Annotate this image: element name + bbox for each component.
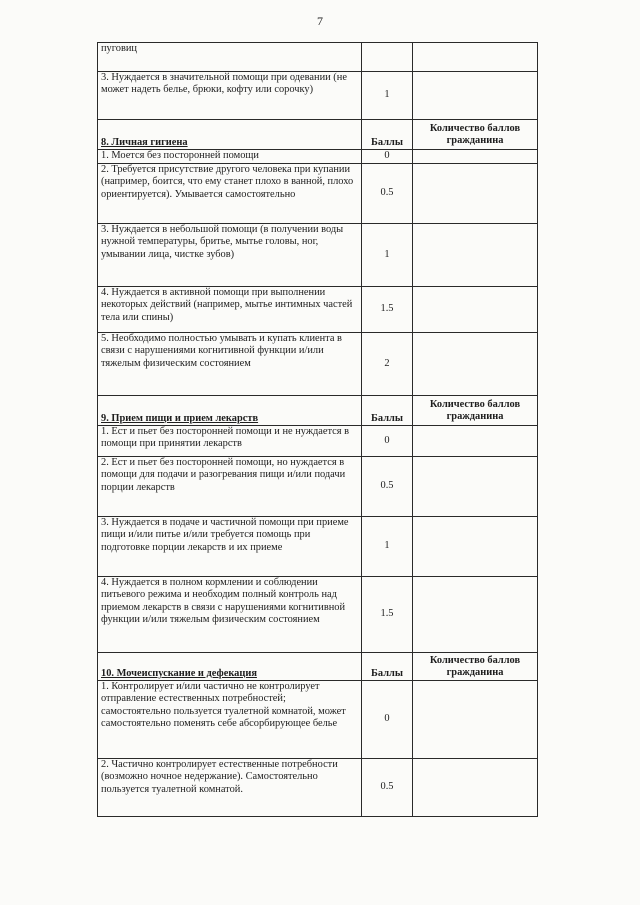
criterion-row [98, 333, 538, 396]
citizen-score-cell[interactable] [413, 287, 538, 333]
citizen-score-cell[interactable] [413, 457, 538, 517]
criterion-score: 0 [362, 150, 413, 164]
criterion-row [98, 72, 538, 120]
criterion-text: 1. Моется без посторонней помощи [98, 150, 362, 164]
criterion-score: 0.5 [362, 457, 413, 517]
citizen-score-cell[interactable] [413, 72, 538, 120]
section-title: 8. Личная гигиена [98, 120, 362, 150]
citizen-score-cell[interactable] [413, 577, 538, 653]
citizen-score-cell[interactable] [413, 150, 538, 164]
criterion-text: 4. Нуждается в активной помощи при выполнении некоторых действий (например, мытье интимных частей тела или спины) [98, 287, 362, 333]
criterion-text: 3. Нуждается в небольшой помощи (в получении воды нужной температуры, бритье, мытье головы, ног, умывании лица, чистке зубов) [98, 224, 362, 287]
assessment-table-body [98, 43, 538, 817]
citizen-score-cell[interactable] [413, 517, 538, 577]
criterion-row [98, 164, 538, 224]
criterion-row [98, 224, 538, 287]
criterion-score: 1.5 [362, 577, 413, 653]
criterion-text: 3. Нуждается в значительной помощи при одевании (не может надеть белье, брюки, кофту или сорочку) [98, 72, 362, 120]
criterion-score: 1.5 [362, 287, 413, 333]
criterion-row [98, 457, 538, 517]
citizen-score-cell[interactable] [413, 759, 538, 817]
citizen-score-column-header: Количество баллов гражданина [413, 396, 538, 426]
criterion-text: 4. Нуждается в полном кормлении и соблюдении питьевого режима и необходим полный контроль над приемом лекарств в связи с нарушениями когнитивной функции и/или тяжелым физическим состоянием [98, 577, 362, 653]
citizen-score-cell[interactable] [413, 164, 538, 224]
criterion-score: 0 [362, 426, 413, 457]
section-header-row [98, 653, 538, 681]
citizen-score-column-header: Количество баллов гражданина [413, 653, 538, 681]
citizen-score-cell[interactable] [413, 426, 538, 457]
score-column-header: Баллы [362, 120, 413, 150]
citizen-score-column-header: Количество баллов гражданина [413, 120, 538, 150]
score-column-header: Баллы [362, 653, 413, 681]
criterion-text: 3. Нуждается в подаче и частичной помощи при приеме пищи и/или питье и/или требуется помощь при подготовке порции лекарств и их приеме [98, 517, 362, 577]
section-header-row [98, 120, 538, 150]
criterion-text: 2. Частично контролирует естественные потребности (возможно ночное недержание). Самостоятельно пользуется туалетной комнатой. [98, 759, 362, 817]
criterion-score [362, 43, 413, 72]
criterion-score: 0.5 [362, 164, 413, 224]
citizen-score-cell[interactable] [413, 43, 538, 72]
section-title: 10. Мочеиспускание и дефекация [98, 653, 362, 681]
criterion-row [98, 43, 538, 72]
criterion-text: 5. Необходимо полностью умывать и купать клиента в связи с нарушениями когнитивной функции и/или тяжелым физическим состоянием [98, 333, 362, 396]
criterion-row [98, 150, 538, 164]
section-header-row [98, 396, 538, 426]
criterion-text: 2. Требуется присутствие другого человека при купании (например, боится, что ему станет плохо в ванной, плохо ориентируется). Умывается самостоятельно [98, 164, 362, 224]
criterion-row [98, 517, 538, 577]
criterion-score: 1 [362, 517, 413, 577]
criterion-row [98, 287, 538, 333]
criterion-score: 2 [362, 333, 413, 396]
criterion-row [98, 577, 538, 653]
criterion-score: 0.5 [362, 759, 413, 817]
criterion-score: 0 [362, 681, 413, 759]
assessment-table [97, 42, 538, 817]
criterion-row [98, 759, 538, 817]
criterion-text: 1. Контролирует и/или частично не контролирует отправление естественных потребностей; самостоятельно пользуется туалетной комнатой, может самостоятельно поменять себе абсорбирующее белье [98, 681, 362, 759]
criterion-text: 2. Ест и пьет без посторонней помощи, но нуждается в помощи для подачи и разогревания пищи и/или подачи порции лекарств [98, 457, 362, 517]
citizen-score-cell[interactable] [413, 333, 538, 396]
criterion-row [98, 426, 538, 457]
citizen-score-cell[interactable] [413, 681, 538, 759]
citizen-score-cell[interactable] [413, 224, 538, 287]
criterion-row [98, 681, 538, 759]
criterion-score: 1 [362, 72, 413, 120]
score-column-header: Баллы [362, 396, 413, 426]
criterion-text: 1. Ест и пьет без посторонней помощи и не нуждается в помощи при принятии лекарств [98, 426, 362, 457]
section-title: 9. Прием пищи и прием лекарств [98, 396, 362, 426]
criterion-text: пуговиц [98, 43, 362, 72]
criterion-score: 1 [362, 224, 413, 287]
page-number: 7 [317, 14, 323, 28]
